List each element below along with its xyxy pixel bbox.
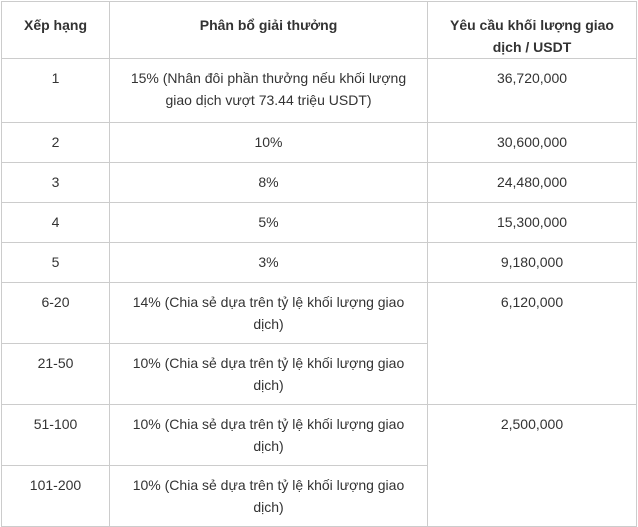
volume-cell: 30,600,000	[428, 123, 637, 163]
rank-cell: 4	[2, 203, 110, 243]
rank-cell: 51-100	[2, 405, 110, 466]
distribution-cell: 15% (Nhân đôi phần thưởng nếu khối lượng giao dịch vượt 73.44 triệu USDT)	[110, 59, 428, 123]
volume-cell: 24,480,000	[428, 163, 637, 203]
table-row	[2, 59, 637, 123]
distribution-cell: 8%	[110, 163, 428, 203]
header-distribution: Phân bổ giải thưởng	[110, 2, 428, 59]
rank-cell: 5	[2, 243, 110, 283]
rank-cell: 3	[2, 163, 110, 203]
distribution-cell: 5%	[110, 203, 428, 243]
distribution-cell: 14% (Chia sẻ dựa trên tỷ lệ khối lượng giao dịch)	[110, 283, 428, 344]
reward-table	[1, 1, 637, 527]
rank-cell: 101-200	[2, 466, 110, 527]
volume-cell: 15,300,000	[428, 203, 637, 243]
distribution-cell: 10% (Chia sẻ dựa trên tỷ lệ khối lượng giao dịch)	[110, 344, 428, 405]
volume-cell: 2,500,000	[428, 405, 637, 527]
table-row	[2, 123, 637, 163]
table-row	[2, 283, 637, 344]
table-row	[2, 243, 637, 283]
header-volume: Yêu cầu khối lượng giao dịch / USDT	[428, 2, 637, 59]
table-row	[2, 203, 637, 243]
distribution-cell: 10%	[110, 123, 428, 163]
rank-cell: 6-20	[2, 283, 110, 344]
rank-cell: 1	[2, 59, 110, 123]
table-row	[2, 163, 637, 203]
table-header-row	[2, 2, 637, 59]
distribution-cell: 10% (Chia sẻ dựa trên tỷ lệ khối lượng giao dịch)	[110, 466, 428, 527]
distribution-cell: 3%	[110, 243, 428, 283]
volume-cell: 9,180,000	[428, 243, 637, 283]
distribution-cell: 10% (Chia sẻ dựa trên tỷ lệ khối lượng giao dịch)	[110, 405, 428, 466]
header-rank: Xếp hạng	[2, 2, 110, 59]
rank-cell: 21-50	[2, 344, 110, 405]
volume-cell: 36,720,000	[428, 59, 637, 123]
table-row	[2, 405, 637, 466]
volume-cell: 6,120,000	[428, 283, 637, 405]
rank-cell: 2	[2, 123, 110, 163]
